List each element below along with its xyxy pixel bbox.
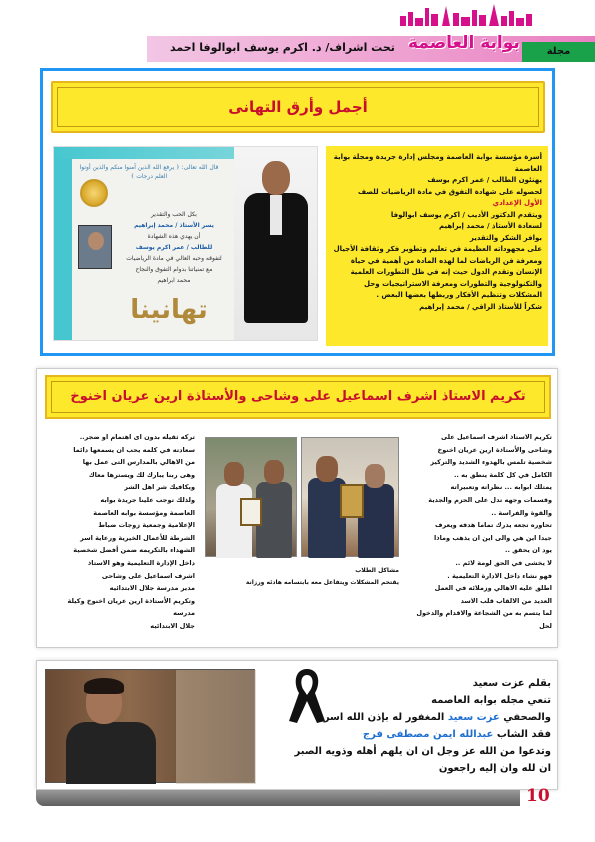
condolence-text-part: ان لله وان إليه راجعون	[438, 763, 551, 774]
student-face	[88, 232, 104, 250]
honor-text-line: وشاحى والأستاذة ارين عريان اخنوخ	[437, 445, 552, 454]
condolence-text	[265, 675, 551, 777]
certificate-body	[119, 209, 229, 286]
condolence-section	[36, 660, 558, 790]
honor-text-line: لما يتسم به من الشجاعة والاقدام والدخول لحل	[416, 609, 552, 630]
honor-text-line: من الاهالي بالمدارس التى عمل بها	[82, 458, 195, 467]
certificate-line: لتفوقه وحبه العالي في مادة الرياضيات	[126, 255, 222, 262]
condolence-line	[265, 709, 551, 726]
honor-text-line: الإعلامية وجمعية زوجات ضباط	[98, 521, 195, 530]
certificate-frame-icon	[340, 484, 364, 518]
honor-text-line: تكريم الاستاذ اشرف اسماعيل على	[441, 433, 552, 441]
congrats-text-line: ويتقدم الدكتور الأديب / اكرم يوسف ابوالوفا	[390, 210, 542, 219]
honor-text-line: جلال الابتدائيه	[150, 621, 195, 630]
honor-photo-caption	[205, 565, 399, 589]
honor-text-line: داخل الإدارة التعليمية وهو الاستاذ	[87, 558, 195, 567]
certificate-ribbon	[54, 147, 72, 341]
honor-banner	[45, 375, 551, 419]
honor-photo-right	[301, 437, 399, 557]
highlighted-name: عزت سعيد	[447, 712, 500, 723]
honor-text-line: وهى ربنا يبارك لك ويسترها معاك	[88, 470, 195, 479]
honor-text-line: يمتلك ابوابه ... نظراته وتعبيراته	[450, 483, 552, 492]
honor-text-line: جيدا اين هي والى اين ان يذهب وماذا	[434, 533, 552, 542]
deceased-photo	[45, 669, 255, 783]
person-head	[365, 464, 385, 488]
certificate-line: يسر الأستاذ / محمد إبراهيم	[134, 222, 214, 229]
congrats-text-line: شكراً للأستاذ الراقي / محمد إبراهيم	[419, 302, 542, 311]
condolence-text-part: والصحفي	[499, 712, 551, 723]
city-skyline-icon	[400, 4, 535, 26]
congrats-text-line: بوافر الشكر والتقدير	[469, 233, 542, 242]
magazine-logo: بوابة العاصمة	[408, 33, 520, 53]
honor-text-line: ويكافيك شر اهل الشر	[124, 483, 195, 492]
congrats-text-line: الأول الإعدادي	[492, 199, 542, 207]
honor-section	[36, 368, 558, 648]
honor-text-line: شخصية تلمس بالهدوء الشديد والتركيز	[430, 458, 552, 467]
certificate-thanks-art: تهانينا	[130, 295, 208, 325]
doctor-photo	[234, 147, 318, 341]
page-number: 10	[526, 786, 550, 806]
supervision-line: تحت اشراف/ د. اكرم يوسف ابوالوفا احمد	[170, 41, 395, 54]
honor-photo-left	[205, 437, 297, 557]
footer-bar	[36, 790, 520, 806]
honor-text-line: وتكريم الأستاذة ارين عريان اخنوخ وكيلة مدرسه	[67, 596, 195, 618]
certificate-line: للطالب / عمر اكرم يوسف	[135, 244, 213, 251]
honor-text-line: ولذلك توجب علينا جريدة بوابه	[100, 495, 195, 504]
condolence-line	[265, 726, 551, 743]
condolence-text-part: المغفور له بإذن الله اسره	[317, 712, 448, 723]
caption-line: مشاكل الطلاب	[355, 567, 399, 574]
honor-text-line: يود ان يحقق ..	[504, 546, 552, 555]
certificate-line: أن يهدي هذه الشهادة	[147, 233, 201, 240]
honor-text-line: وقسمات وجهه تدل على الحزم والجدية	[428, 495, 552, 504]
congrats-banner	[51, 81, 545, 133]
certificate-quote: قال الله تعالى: ﴿ يرفع الله الذين آمنوا منكم والذين أوتوا العلم درجات ﴾	[79, 164, 219, 180]
certificate-signature: محمد ابراهيم	[157, 277, 191, 284]
condolence-line	[265, 675, 551, 692]
congrats-text-box	[326, 146, 548, 346]
honor-text-line: اطلق عليه الاهالي وزملائه في العمل	[434, 584, 552, 593]
certificate-frame-icon	[240, 498, 262, 526]
certificate-line: مع تمنياتنا بدوام التفوق والنجاح	[135, 266, 213, 273]
honor-text-line: العاصمة ومؤسسة بوابه العاصمة	[93, 508, 195, 517]
congratulations-section	[40, 68, 555, 356]
person-hair	[84, 678, 124, 694]
page-header	[0, 0, 595, 68]
honor-text-line: لا يخشى في الحق لومة لائم ..	[455, 558, 552, 567]
honor-banner-title: تكريم الاستاذ اشرف اسماعيل على وشاحى والأستاذة ارين عريان اخنوخ	[70, 389, 526, 404]
person-head	[264, 460, 284, 484]
condolence-line	[265, 692, 551, 709]
highlighted-name: عبدالله ايمن مصطفى فرج	[362, 729, 494, 740]
congrats-text-line: لسعادة الأستاذ / محمد إبراهيم	[438, 222, 542, 230]
honor-text-line: تحاوره تجعه يدرك تماما هدفه ويعرف	[434, 521, 552, 530]
honor-text-line: والقوة والفراسة ..	[491, 508, 552, 517]
honor-text-line: الشرطة للأعمال الخيرية ورعاية اسر	[80, 533, 195, 542]
certificate-line: بكل الحب والتقدير	[151, 211, 197, 218]
honor-text-line: فهو نشاء داخل الادارة التعليمية .	[447, 571, 552, 580]
honor-text-line: الشهداء بالتكريمه ضمن أفضل شخصية	[73, 546, 195, 555]
honor-text-line: العديد من الالقاب قلب الاسد	[460, 596, 552, 605]
condolence-text-part: تنعي مجله بوابه العاصمه	[431, 695, 551, 706]
congrats-banner-title: أجمل وأرق التهانى	[228, 98, 368, 116]
condolence-text-part: فقد الشاب	[493, 729, 551, 740]
doctor-shirt	[270, 195, 282, 235]
certificate-image	[53, 146, 318, 341]
honor-text-line: تركه ثقيله بدون اى اهتمام او ضجر..	[79, 433, 195, 441]
condolence-line	[265, 760, 551, 777]
doctor-head	[262, 161, 290, 195]
condolence-line	[265, 743, 551, 760]
congrats-text-line: على مجهوداته العظيمة في تعليم وتطوير فكر وثقافة الأجيال ومعرفة فن الرياضات لما لهذه المادة من أهمية في حياة الإنسان وتقدم الدول حيث إنه في ظل التطورات العلمية والتكنولوجية والتطورات ومعرفة الاستراتيجيات وحل المشكلات وتنظيم الأفكار وربطها بعضها البعض .	[333, 245, 542, 299]
person-head	[316, 456, 338, 482]
honor-right-column	[407, 431, 552, 633]
person-head	[224, 462, 244, 486]
congrats-text-line: لحصوله على شهادة التفوق في مادة الرياضيات للصف	[357, 187, 542, 196]
medal-icon	[80, 179, 108, 207]
congrats-text-line: أسرة مؤسسة بوابة العاصمة ومجلس إدارة جريدة ومجلة بوابة العاصمة	[333, 153, 542, 173]
honor-text-line: اشرف اسماعيل على وشاحى	[101, 571, 195, 580]
congrats-text-line: يهنئون الطالب / عمر اكرم يوسف	[427, 176, 542, 184]
magazine-tab: مجلة	[522, 42, 595, 62]
honor-text-line: سعادته في كلمه يحب ان يسمعها دائما	[73, 445, 195, 454]
person-body	[66, 722, 156, 784]
photo-background	[176, 670, 256, 784]
caption-line: يقتحم المشكلات ويتفاعل معه بابتسامه هادئه ورزانة	[245, 579, 399, 586]
condolence-text-part: وتدعوا من الله عز وجل ان ان يلهم أهله وذويه الصبر	[294, 746, 551, 757]
honor-left-column	[45, 431, 195, 633]
honor-text-line: الكامل في كل كلمة ينطق به ..	[453, 470, 552, 479]
condolence-text-part: بقلم عزت سعيد	[472, 678, 551, 689]
student-photo	[78, 225, 112, 269]
honor-text-line: مدير مدرسة جلال الابتدائيه	[109, 584, 195, 593]
